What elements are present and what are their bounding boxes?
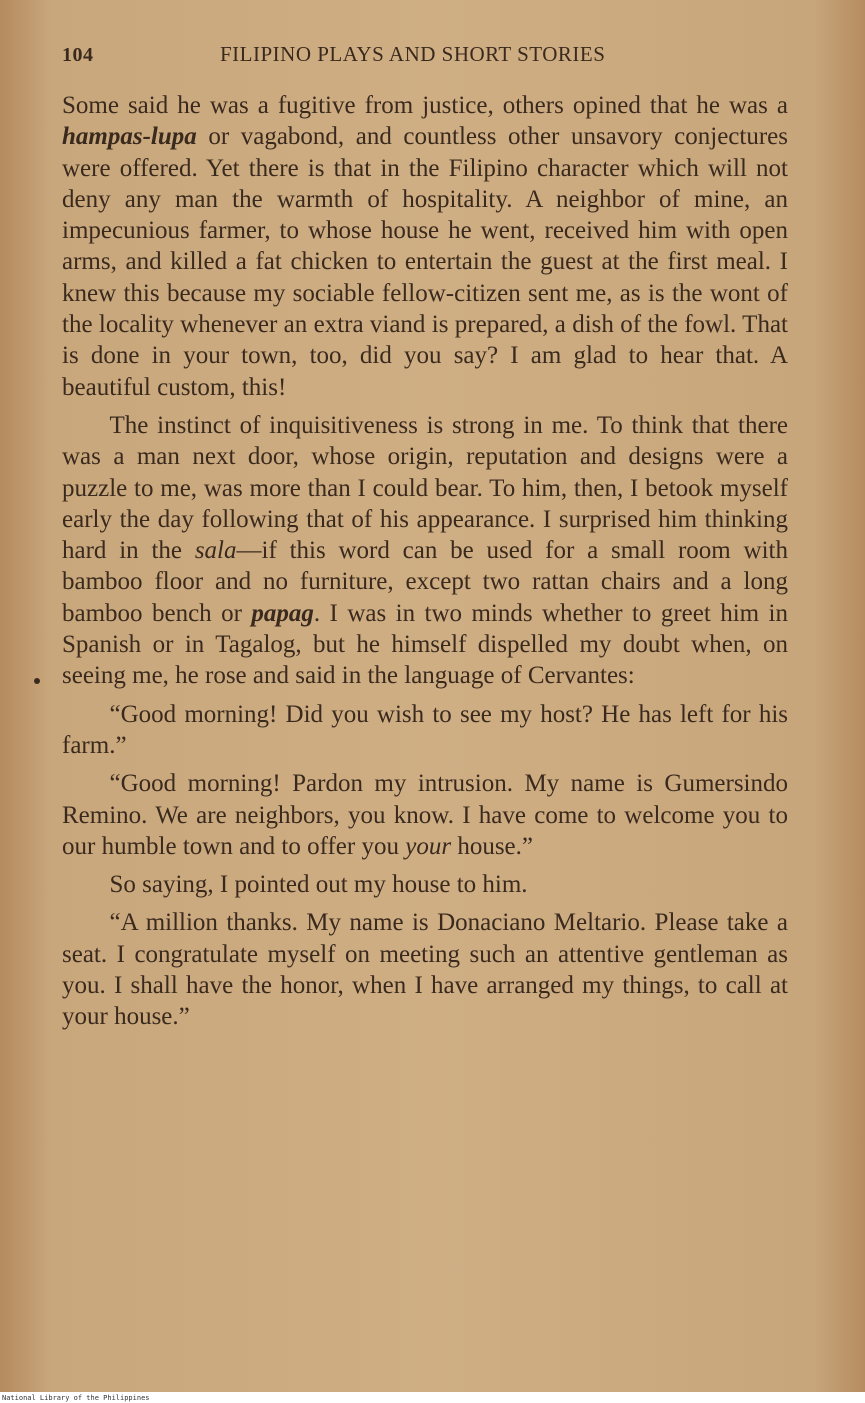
running-title: FILIPINO PLAYS AND SHORT STORIES (220, 42, 606, 66)
page-number: 104 (62, 44, 94, 66)
library-credit: National Library of the Philippines (2, 1394, 150, 1402)
paragraph-6: “A million thanks. My name is Donaciano Meltario. Please take a seat. I congratulate myself on meeting such an attentive gentleman as you. I shall have the honor, when I have arranged my things, to call at your house.” (62, 909, 788, 1031)
paragraph-5: So saying, I pointed out my house to him. (109, 871, 528, 899)
paragraph-4: “Good morning! Pardon my intrusion. My name is Gumersindo Remino. We are neighbors, you know. I have come to welcome you to our humble town and to offer you your house.” (62, 770, 788, 860)
paragraph-2: The instinct of inquisitiveness is strong in me. To think that there was a man next door, whose origin, reputation and designs were a puzzle to me, was more than I could bear. To him, then, I betook myself early the day following that of his appearance. I surprised him thinking hard in the sala—if this word can be used for a small room with bamboo floor and no furniture, except two rattan chairs and a long bamboo bench or papag. I was in two minds whether to greet him in Spanish or in Tagalog, but he himself dispelled my doubt when, on seeing me, he rose and said in the language of Cervantes: (62, 411, 788, 690)
margin-dot-mark (34, 678, 40, 684)
paragraph-3: “Good morning! Did you wish to see my host? He has left for his farm.” (62, 700, 788, 759)
body-text (62, 90, 788, 1033)
page-header (62, 40, 802, 70)
paragraph-1: Some said he was a fugitive from justice, others opined that he was a hampas-lupa or vagabond, and countless other unsavory conjectures were offered. Yet there is that in the Filipino character which will not deny any man the warmth of hospitality. A neighbor of mine, an impecunious farmer, to whose house he went, received him with open arms, and killed a fat chicken to entertain the guest at the first meal. I knew this because my sociable fellow-citizen sent me, as is the wont of the locality whenever an extra viand is prepared, a dish of the fowl. That is done in your town, too, did you say? I am glad to hear that. A beautiful custom, this! (62, 92, 788, 401)
